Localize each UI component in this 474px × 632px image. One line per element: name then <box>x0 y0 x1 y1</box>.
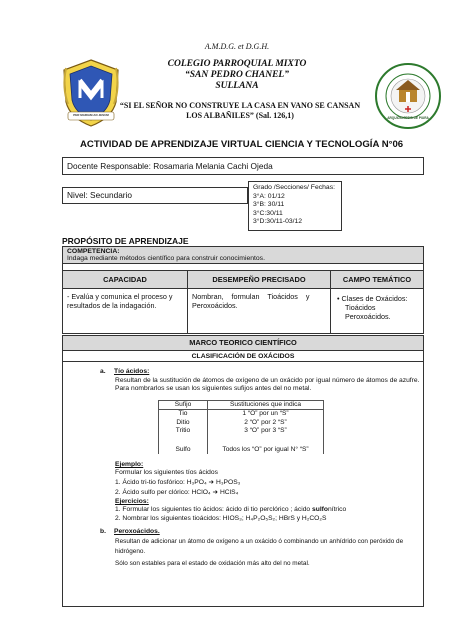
grade-line: 3°C:30/11 <box>253 209 283 217</box>
topic-line-3: Peroxoácidos. <box>345 312 391 321</box>
purpose-table <box>62 246 424 334</box>
topic-cell <box>331 289 424 334</box>
school-name-line2: “SAN PEDRO CHANEL” <box>185 70 289 80</box>
section-b-text-2: hidrógeno. <box>115 548 146 555</box>
school-name-line1: COLEGIO PARROQUIAL MIXTO <box>167 59 307 69</box>
competency-text: Indaga mediante métodos científico para construir conocimientos. <box>67 255 265 262</box>
grade-line: 3°D:30/11-03/12 <box>253 218 303 226</box>
exercise-1: 1. Formular los siguientes tío ácidos: ácido di tio perclórico ; ácido sulfonítrico <box>115 506 347 513</box>
bible-quote <box>110 101 370 121</box>
col-desempeno: DESEMPEÑO PRECISADO <box>188 271 331 289</box>
grades-heading: Grado /Secciones/ Fechas: <box>253 184 335 191</box>
competency-label: COMPETENCIA: <box>67 248 120 255</box>
classification-heading: CLASIFICACIÓN DE OXÁCIDOS <box>62 350 424 362</box>
page-title: ACTIVIDAD DE APRENDIZAJE VIRTUAL CIENCIA Y TECNOLOGÍA N°06 <box>80 139 404 150</box>
quote-line-1: “SI EL SEÑOR NO CONSTRUYE LA CASA EN VANO SE CANSAN <box>119 101 361 110</box>
bullet-icon: • <box>337 294 340 303</box>
section-a-text-2: Para nombrarlos se usan los siguientes sufijos antes del no metal. <box>115 385 312 392</box>
suffix-header: Sufijo <box>159 401 208 410</box>
motto: A.M.D.G. et D.G.H. <box>204 42 270 51</box>
section-b-text-1: Resultan de adicionar un átomo de oxígeno a un oxácido ó combinando un anhídrido con peróxido de <box>115 538 404 545</box>
level-field: Nivel: Secundario <box>62 187 248 204</box>
quote-line-2: LOS ALBAÑILES” (Sal. 126,1) <box>186 111 294 120</box>
substitution-header: Sustituciones que indica <box>208 401 324 410</box>
substitution-cell: 1 “O” por un “S” 2 “O” por 2 “S” 3 “O” por 3 “S” Todos los “O” por igual N° “S” <box>208 410 324 454</box>
grade-line: 3°B: 30/11 <box>253 201 285 209</box>
section-b-label: b. <box>100 528 106 535</box>
crest-left-motto: PER MARIAM AD JESUM <box>73 113 109 117</box>
col-campo: CAMPO TEMÁTICO <box>331 271 424 289</box>
section-a-label: a. <box>100 368 106 375</box>
purpose-heading: PROPÓSITO DE APRENDIZAJE <box>62 236 189 246</box>
archdiocese-seal-icon <box>372 62 444 132</box>
section-a-title: Tío ácidos: <box>114 368 150 375</box>
performance-cell <box>188 289 331 334</box>
capacity-line-1: - Evalúa y comunica el proceso y <box>67 292 173 301</box>
performance-line-1: Nombran, formulan Tioácidos y <box>192 292 310 301</box>
suffix-table <box>158 400 324 454</box>
section-b-text-3: Sólo son estables para el estado de oxidación más alto del no metal. <box>115 560 310 567</box>
col-capacidad: CAPACIDAD <box>63 271 188 289</box>
school-name-line3: SULLANA <box>215 81 259 91</box>
topic-line-1: Clases de Oxácidos: <box>341 294 408 303</box>
topic-line-2: Tioácidos <box>345 303 376 312</box>
seal-caption: ARQUIDIOCESIS DE PIURA <box>387 116 429 120</box>
capacity-cell <box>63 289 188 334</box>
section-a-text-1: Resultan de la sustitución de átomos de oxígeno de un oxácido por igual número de átomos de azufre. <box>115 377 420 384</box>
grades-box <box>248 181 342 231</box>
example-1: 1. Ácido tri-tio fosfórico: H₃PO₄ ➜ H₃POS₃ <box>115 479 241 486</box>
performance-line-2: Peroxoácidos. <box>192 301 238 310</box>
grade-line: 3°A: 01/12 <box>253 192 285 200</box>
exercises-label: Ejercicios: <box>115 498 149 505</box>
suffix-cell: Tio Ditio Tritio Sulfo <box>159 410 208 454</box>
exercise-2: 2. Nombrar los siguientes tioácidos: HIOS₃; H₄P₂O₅S₂; HBrS y H₂CO₂S <box>115 515 327 522</box>
section-b-title: Peroxoácidos. <box>114 528 160 535</box>
teacher-field: Docente Responsable: Rosamaria Melania Cachi Ojeda <box>62 157 424 175</box>
example-text: Formular los siguientes tíos ácidos <box>115 469 218 476</box>
example-label: Ejemplo: <box>115 461 144 468</box>
example-2: 2. Ácido sulfo per clórico: HClO₄ ➜ HClS₄ <box>115 489 239 496</box>
competency-cell <box>63 247 424 264</box>
capacity-line-2: resultados de la indagación. <box>67 301 157 310</box>
theory-title: MARCO TEORICO CIENTÍFICO <box>63 336 423 350</box>
